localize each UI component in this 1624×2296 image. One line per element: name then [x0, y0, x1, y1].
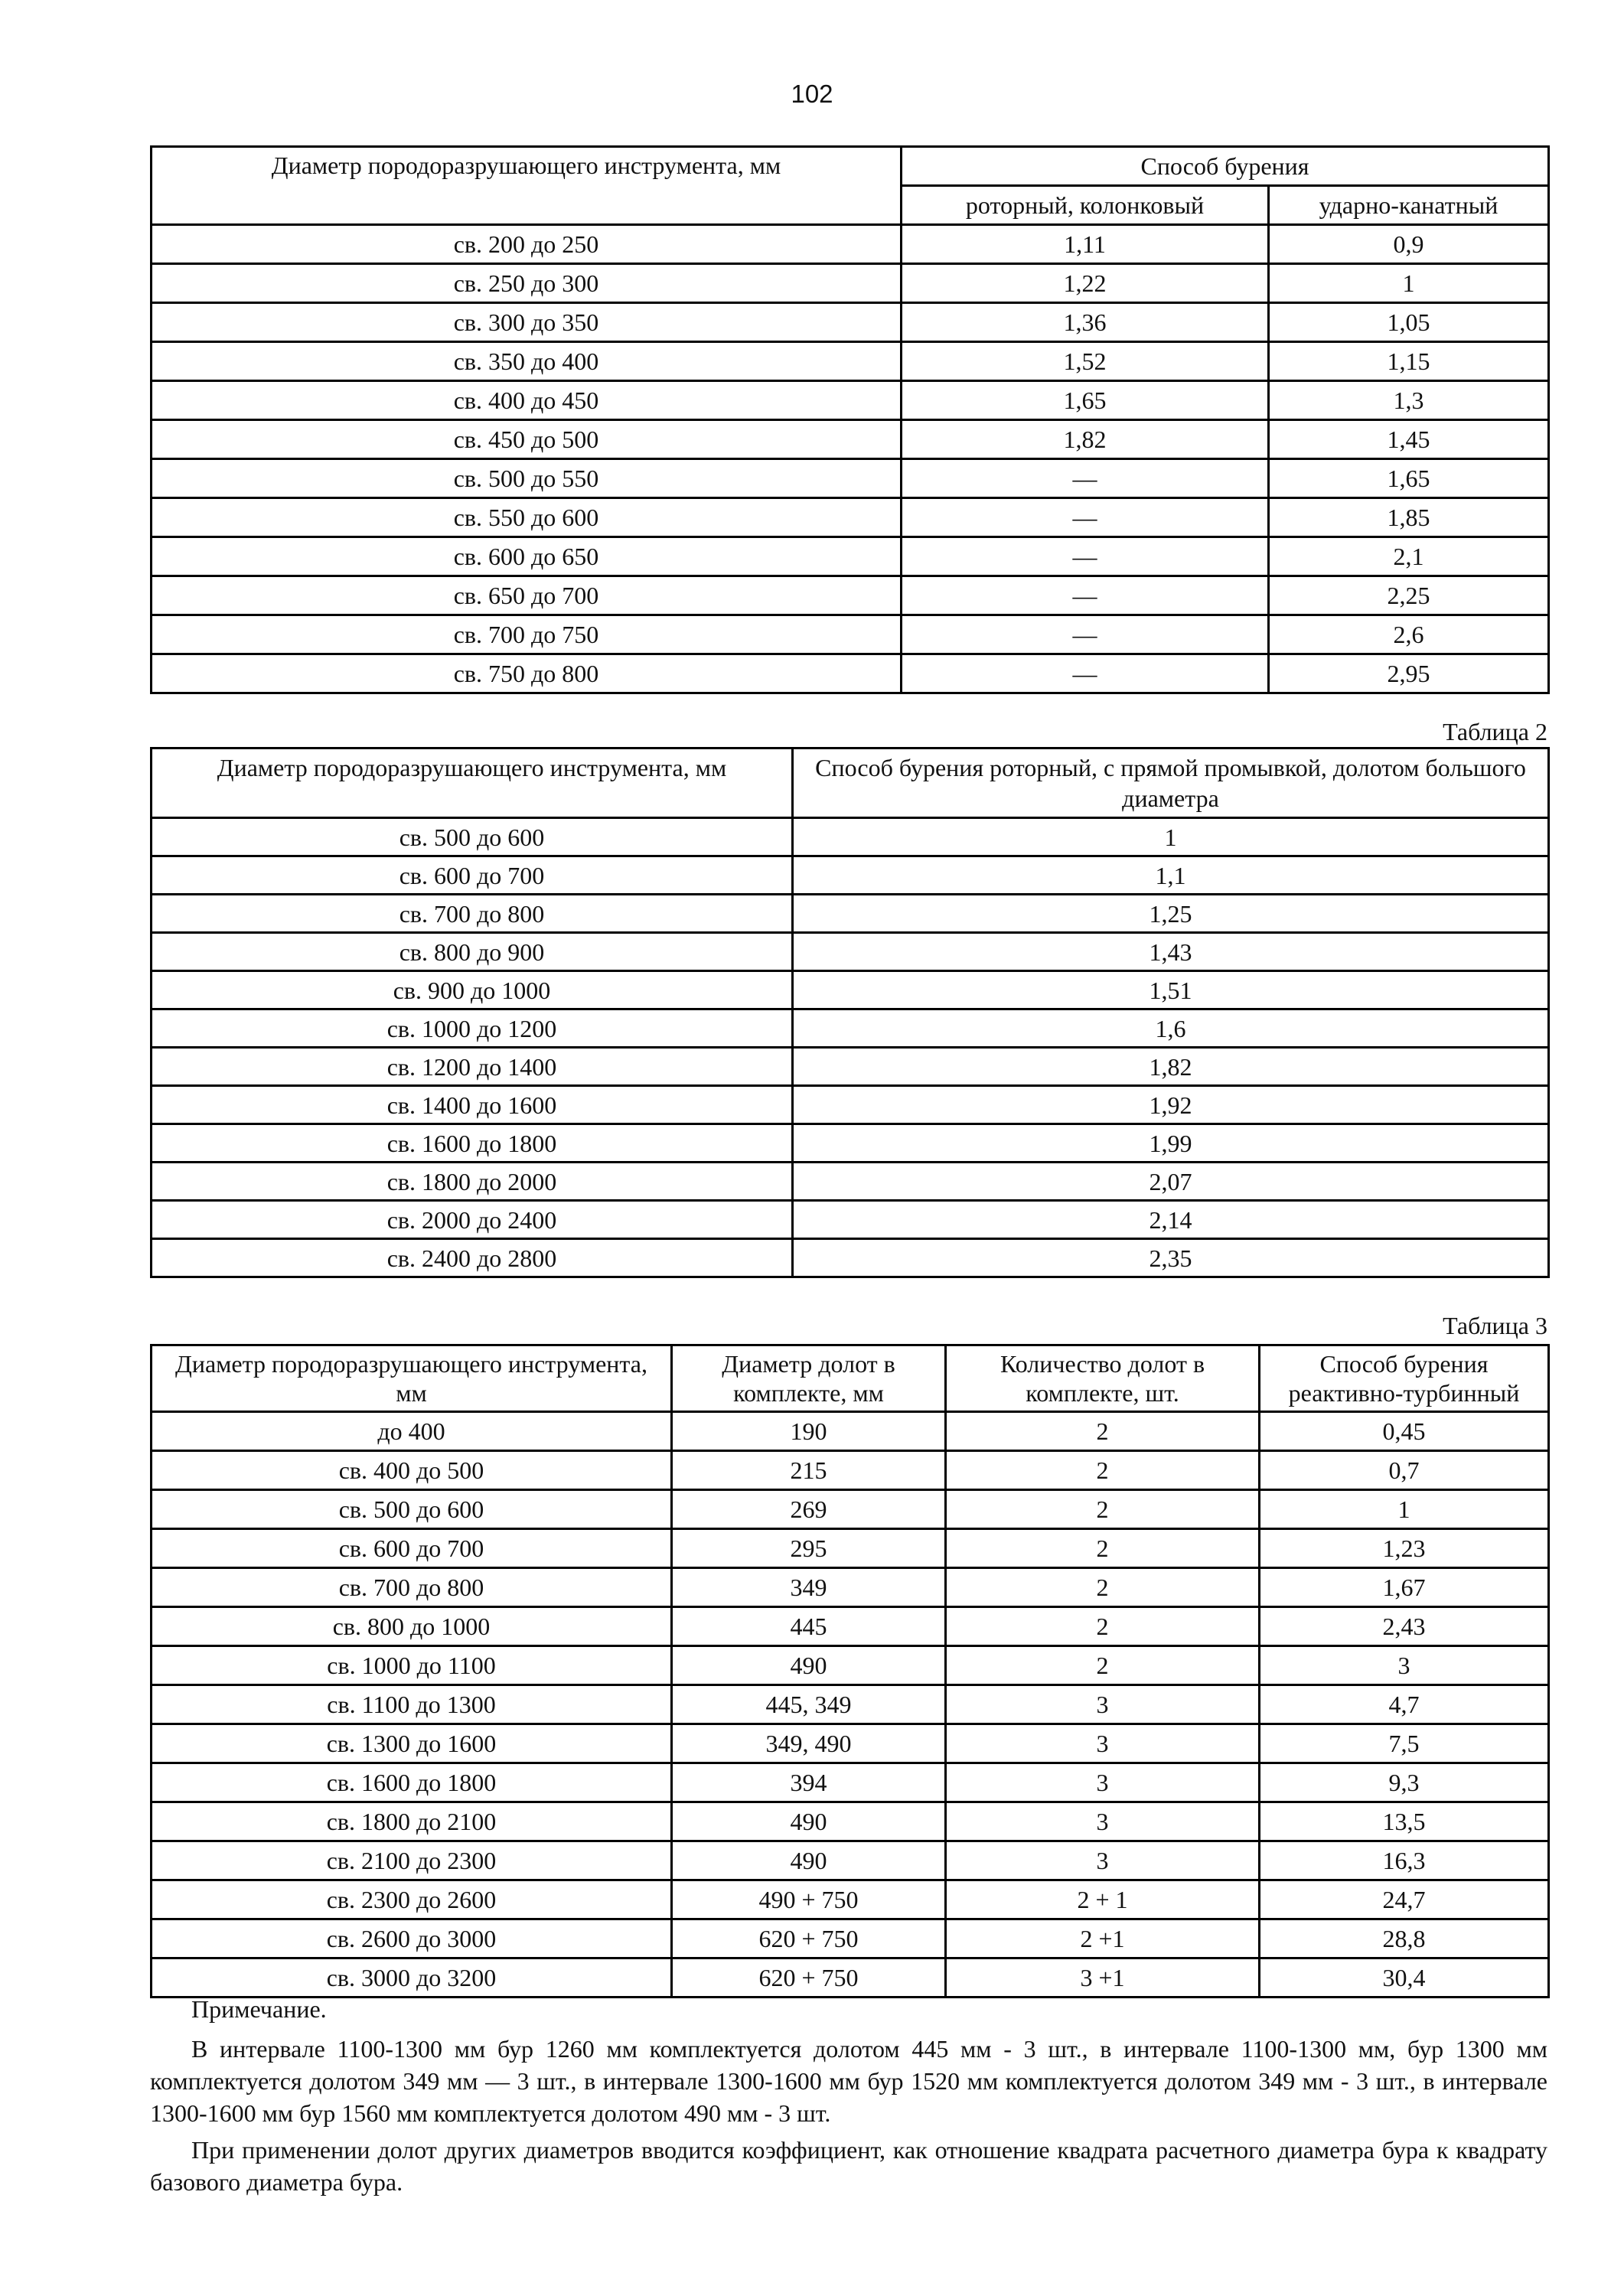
- table-cell: св. 300 до 350: [152, 303, 902, 342]
- table-2-caption: Таблица 2: [1443, 718, 1547, 745]
- table-row: [152, 1009, 1549, 1048]
- table-row: [152, 420, 1549, 459]
- table-cell: св. 1400 до 1600: [152, 1086, 793, 1124]
- notes-paragraph: При применении долот других диаметров вводится коэффициент, как отношение квадрата расчетного диаметра бура к квадрату базового диаметра бура.: [150, 2136, 1547, 2196]
- table-cell: 349, 490: [672, 1724, 946, 1763]
- table-row: [152, 1958, 1549, 1998]
- table-row: [152, 1490, 1549, 1529]
- table-cell: св. 2100 до 2300: [152, 1841, 672, 1880]
- table-cell: 1,67: [1260, 1568, 1549, 1607]
- table-cell: до 400: [152, 1412, 672, 1451]
- coefficient-table-2: [150, 747, 1550, 1278]
- table-row: [152, 1529, 1549, 1568]
- table-row: [152, 1451, 1549, 1490]
- notes-title: Примечание.: [191, 1995, 327, 2023]
- table-cell: 1,92: [793, 1086, 1549, 1124]
- table-cell: св. 250 до 300: [152, 264, 902, 303]
- table-row: [152, 818, 1549, 856]
- table-cell: 445, 349: [672, 1685, 946, 1724]
- header-diameter: Диаметр породоразрушающего инструмента, мм: [152, 748, 793, 818]
- table-row: [152, 1646, 1549, 1685]
- table-cell: 1,25: [793, 895, 1549, 933]
- table-cell: 7,5: [1260, 1724, 1549, 1763]
- table-3-caption: Таблица 3: [1443, 1312, 1547, 1339]
- table-cell: 1,11: [902, 225, 1269, 264]
- table-cell: 2: [946, 1646, 1260, 1685]
- header-percussion-cable: ударно-канатный: [1269, 186, 1549, 225]
- table-row: [152, 498, 1549, 537]
- table-cell: св. 1300 до 1600: [152, 1724, 672, 1763]
- table-cell: св. 1000 до 1200: [152, 1009, 793, 1048]
- table-cell: св. 2000 до 2400: [152, 1201, 793, 1239]
- table-cell: —: [902, 576, 1269, 615]
- table-row: [152, 1685, 1549, 1724]
- table-cell: 3: [946, 1841, 1260, 1880]
- table-row: [152, 303, 1549, 342]
- table-cell: 3: [946, 1802, 1260, 1841]
- table-cell: св. 800 до 1000: [152, 1607, 672, 1646]
- table-cell: 269: [672, 1490, 946, 1529]
- table-cell: 1,05: [1269, 303, 1549, 342]
- header-drilling-method: Способ бурения реактивно-турбинный: [1260, 1345, 1549, 1412]
- table-cell: 24,7: [1260, 1880, 1549, 1919]
- table-cell: 349: [672, 1568, 946, 1607]
- table-cell: 2: [946, 1529, 1260, 1568]
- table-cell: св. 600 до 650: [152, 537, 902, 576]
- table-cell: 215: [672, 1451, 946, 1490]
- table-cell: 30,4: [1260, 1958, 1549, 1998]
- header-bit-diameter: Диаметр долот в комплекте, мм: [672, 1345, 946, 1412]
- table-cell: св. 1800 до 2100: [152, 1802, 672, 1841]
- header-diameter: Диаметр породоразрушающего инструмента, мм: [152, 1345, 672, 1412]
- table-row: [152, 1124, 1549, 1163]
- coefficient-table-3: [150, 1344, 1550, 1998]
- table-cell: 2,95: [1269, 654, 1549, 693]
- table-cell: 1,45: [1269, 420, 1549, 459]
- table-cell: 490 + 750: [672, 1880, 946, 1919]
- table-cell: 2,1: [1269, 537, 1549, 576]
- table-row: [152, 1086, 1549, 1124]
- table-cell: 1,85: [1269, 498, 1549, 537]
- table-cell: 1,22: [902, 264, 1269, 303]
- table-cell: св. 500 до 550: [152, 459, 902, 498]
- table-row: [152, 1919, 1549, 1958]
- table-row: [152, 1201, 1549, 1239]
- table-row: [152, 856, 1549, 895]
- table-cell: 1,52: [902, 342, 1269, 381]
- table-cell: 1: [1260, 1490, 1549, 1529]
- table-cell: 620 + 750: [672, 1958, 946, 1998]
- table-row: [152, 615, 1549, 654]
- table-cell: 2: [946, 1412, 1260, 1451]
- table-row: [152, 1048, 1549, 1086]
- table-row: [152, 971, 1549, 1009]
- header-bit-count: Количество долот в комплекте, шт.: [946, 1345, 1260, 1412]
- table-cell: —: [902, 615, 1269, 654]
- table-cell: 2,35: [793, 1239, 1549, 1277]
- table-cell: 1,6: [793, 1009, 1549, 1048]
- table-cell: 2 + 1: [946, 1880, 1260, 1919]
- table-cell: св. 550 до 600: [152, 498, 902, 537]
- table-row: [152, 1802, 1549, 1841]
- table-cell: 28,8: [1260, 1919, 1549, 1958]
- table-cell: 2: [946, 1568, 1260, 1607]
- table-cell: св. 500 до 600: [152, 818, 793, 856]
- table-row: [152, 225, 1549, 264]
- table-row: [152, 1841, 1549, 1880]
- table-row: [152, 459, 1549, 498]
- table-cell: 190: [672, 1412, 946, 1451]
- table-row: [152, 537, 1549, 576]
- table-cell: св. 700 до 750: [152, 615, 902, 654]
- notes-paragraph: В интервале 1100-1300 мм бур 1260 мм комплектуется долотом 445 мм - 3 шт., в интервале 1100-1300 мм, бур 1300 мм комплектуется долотом 349 мм — 3 шт., в интервале 1300-1600 мм бур 1520 мм комплектуется долотом 349 мм - 3 шт., в интервале 1300-1600 мм бур 1560 мм комплектуется долотом 490 мм - 3 шт.: [150, 2035, 1547, 2127]
- table-row: [152, 895, 1549, 933]
- table-cell: св. 600 до 700: [152, 1529, 672, 1568]
- table-cell: 1,82: [793, 1048, 1549, 1086]
- table-cell: 1,3: [1269, 381, 1549, 420]
- table-row: [152, 1763, 1549, 1802]
- table-cell: 1: [793, 818, 1549, 856]
- table-cell: 1,15: [1269, 342, 1549, 381]
- table-row: [152, 264, 1549, 303]
- table-cell: 394: [672, 1763, 946, 1802]
- table-cell: св. 1600 до 1800: [152, 1124, 793, 1163]
- table-cell: 13,5: [1260, 1802, 1549, 1841]
- table-cell: св. 750 до 800: [152, 654, 902, 693]
- table-row: [152, 1239, 1549, 1277]
- table-row: [152, 933, 1549, 971]
- table-cell: св. 2300 до 2600: [152, 1880, 672, 1919]
- table-cell: 620 + 750: [672, 1919, 946, 1958]
- table-row: [152, 1724, 1549, 1763]
- table-cell: 490: [672, 1802, 946, 1841]
- table-row: [152, 1568, 1549, 1607]
- table-cell: св. 450 до 500: [152, 420, 902, 459]
- table-cell: 1,1: [793, 856, 1549, 895]
- table-cell: 2,43: [1260, 1607, 1549, 1646]
- coefficient-table-1: [150, 145, 1550, 694]
- table-cell: 3 +1: [946, 1958, 1260, 1998]
- table-cell: св. 1100 до 1300: [152, 1685, 672, 1724]
- table-cell: св. 350 до 400: [152, 342, 902, 381]
- table-cell: св. 200 до 250: [152, 225, 902, 264]
- table-cell: 1,65: [1269, 459, 1549, 498]
- table-cell: св. 900 до 1000: [152, 971, 793, 1009]
- table-cell: 1,43: [793, 933, 1549, 971]
- table-cell: 3: [946, 1724, 1260, 1763]
- table-cell: св. 3000 до 3200: [152, 1958, 672, 1998]
- table-cell: —: [902, 459, 1269, 498]
- table-row: [152, 1163, 1549, 1201]
- table-cell: св. 800 до 900: [152, 933, 793, 971]
- table-cell: —: [902, 537, 1269, 576]
- header-drilling-method: Способ бурения роторный, с прямой промывкой, долотом большого диаметра: [793, 748, 1549, 818]
- table-cell: св. 1800 до 2000: [152, 1163, 793, 1201]
- header-diameter: Диаметр породоразрушающего инструмента, мм: [152, 147, 902, 225]
- table-cell: 2: [946, 1451, 1260, 1490]
- table-cell: 0,45: [1260, 1412, 1549, 1451]
- table-cell: св. 600 до 700: [152, 856, 793, 895]
- table-cell: 1,82: [902, 420, 1269, 459]
- table-cell: 1: [1269, 264, 1549, 303]
- table-cell: 1,51: [793, 971, 1549, 1009]
- table-cell: 9,3: [1260, 1763, 1549, 1802]
- table-cell: св. 2600 до 3000: [152, 1919, 672, 1958]
- table-cell: 445: [672, 1607, 946, 1646]
- table-cell: 295: [672, 1529, 946, 1568]
- table-cell: 4,7: [1260, 1685, 1549, 1724]
- table-cell: 1,99: [793, 1124, 1549, 1163]
- table-cell: 490: [672, 1841, 946, 1880]
- table-cell: св. 400 до 500: [152, 1451, 672, 1490]
- table-cell: 2,6: [1269, 615, 1549, 654]
- table-cell: 16,3: [1260, 1841, 1549, 1880]
- table-cell: 0,7: [1260, 1451, 1549, 1490]
- table-row: [152, 654, 1549, 693]
- table-cell: св. 1000 до 1100: [152, 1646, 672, 1685]
- table-cell: 2,14: [793, 1201, 1549, 1239]
- table-cell: св. 2400 до 2800: [152, 1239, 793, 1277]
- table-row: [152, 342, 1549, 381]
- table-cell: 2: [946, 1490, 1260, 1529]
- table-row: [152, 1607, 1549, 1646]
- table-cell: 3: [946, 1763, 1260, 1802]
- table-cell: св. 400 до 450: [152, 381, 902, 420]
- header-drilling-method: Способ бурения: [902, 147, 1549, 186]
- header-rotary-core: роторный, колонковый: [902, 186, 1269, 225]
- table-cell: св. 650 до 700: [152, 576, 902, 615]
- table-row: [152, 381, 1549, 420]
- table-cell: 1,65: [902, 381, 1269, 420]
- table-cell: —: [902, 654, 1269, 693]
- table-cell: св. 700 до 800: [152, 1568, 672, 1607]
- table-cell: св. 700 до 800: [152, 895, 793, 933]
- table-cell: 1,36: [902, 303, 1269, 342]
- table-cell: 3: [946, 1685, 1260, 1724]
- table-cell: 2,25: [1269, 576, 1549, 615]
- table-row: [152, 576, 1549, 615]
- table-row: [152, 1880, 1549, 1919]
- table-cell: св. 1200 до 1400: [152, 1048, 793, 1086]
- table-cell: 2: [946, 1607, 1260, 1646]
- table-cell: св. 500 до 600: [152, 1490, 672, 1529]
- table-cell: св. 1600 до 1800: [152, 1763, 672, 1802]
- table-row: [152, 1412, 1549, 1451]
- notes-section: [150, 1993, 1547, 2203]
- table-cell: —: [902, 498, 1269, 537]
- page-number: 102: [791, 80, 833, 108]
- table-cell: 490: [672, 1646, 946, 1685]
- table-cell: 3: [1260, 1646, 1549, 1685]
- table-cell: 2,07: [793, 1163, 1549, 1201]
- table-cell: 0,9: [1269, 225, 1549, 264]
- table-cell: 1,23: [1260, 1529, 1549, 1568]
- table-cell: 2 +1: [946, 1919, 1260, 1958]
